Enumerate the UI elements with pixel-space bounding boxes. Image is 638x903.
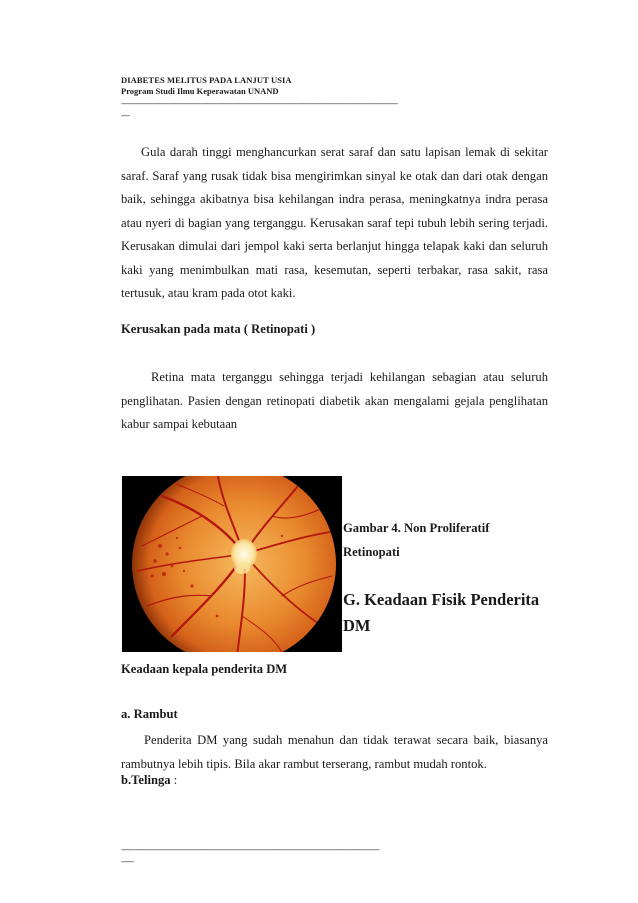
paragraph-neuropathy: Gula darah tinggi menghancurkan serat saraf dan satu lapisan lemak di sekitar saraf. Saraf yang rusak tidak bisa mengirimkan sinyal ke otak dan dari otak dengan baik, sehingga akibatnya bisa kehilangan indra perasa, meningkatnya indra perasa atau nyeri di bagian yang terganggu. Kerusakan saraf tepi tubuh lebih sering terjadi. Kerusakan dimulai dari jempol kaki serta berlanjut hingga telapak kaki dan seluruh kaki yang menimbulkan mati rasa, kesemutan, seperti terbakar, rasa sakit, rasa tertusuk, atau kram pada otot kaki. [121,145,548,300]
heading-retinopathy: Kerusakan pada mata ( Retinopati ) [121,322,316,336]
retina-fundus-image [122,476,342,652]
footer-rule: ----------------------------------------------------------------------------------------------------------------------------- [121,845,380,854]
figure-caption [343,517,548,564]
header-title: DIABETES MELITUS PADA LANJUT USIA [121,75,292,85]
section-heading-line1: G. Keadaan Fisik Penderita [343,590,540,609]
heading-head-condition: Keadaan kepala penderita DM [121,662,288,676]
section-heading-line2: DM [343,616,371,635]
retina-background [132,476,336,652]
header-subtitle: Program Studi Ilmu Keperawatan UNAND [121,86,279,96]
heading-ear-label: b.Telinga [121,773,171,787]
paragraph-retinopathy: Retina mata terganggu sehingga terjadi kehilangan sebagian atau seluruh penglihatan. Pasien dengan retinopati diabetik akan mengalami gejala penglihatan kabur sampai kebutaan [121,370,548,431]
figure-caption-line1: Gambar 4. Non Proliferatif [343,521,490,535]
heading-hair: a. Rambut [121,707,178,721]
heading-ear [121,773,177,788]
heading-ear-colon: : [170,773,178,787]
figure-caption-line2: Retinopati [343,544,400,559]
retina-fundus-illustration [122,476,342,652]
header-rule-tail: ---- [121,111,130,120]
section-heading [343,587,548,639]
footer-rule-tail: ------ [121,857,134,866]
header-rule: -------------------------------------------------------------------------------------------------------------------------------------- [121,99,398,108]
paragraph-hair: Penderita DM yang sudah menahun dan tidak terawat secara baik, biasanya rambutnya lebih tipis. Bila akar rambut terserang, rambut mudah rontok. [121,733,548,771]
